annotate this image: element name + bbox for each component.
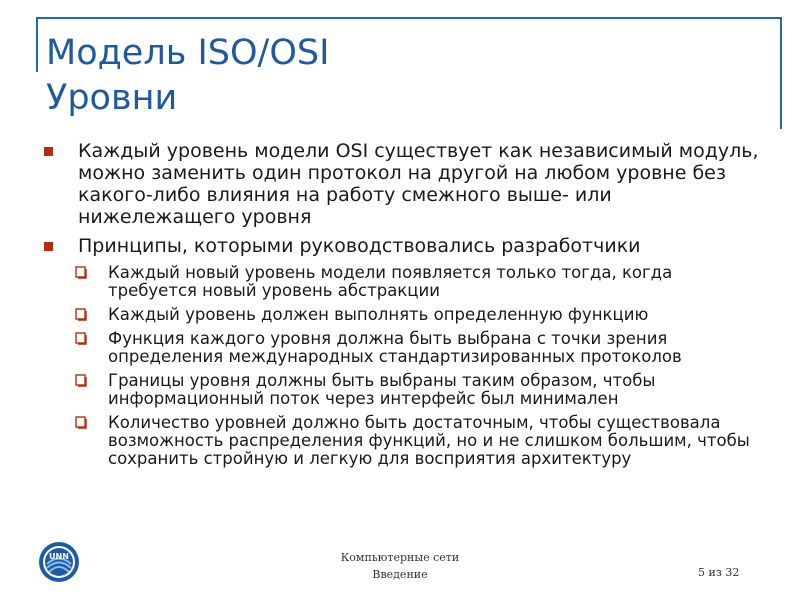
bullet-text: Принципы, которыми руководствовались разработчики xyxy=(78,235,641,257)
sub-bullet-text: Каждый уровень должен выполнять определенную функцию xyxy=(108,305,649,324)
sub-bullet-item xyxy=(44,264,764,300)
sub-bullet-text: Количество уровней должно быть достаточным, чтобы существовала возможность распределения функций, но и не слишком большим, чтобы сохранить стройную и легкую для восприятия архитектуру xyxy=(108,413,750,468)
page-number: 5 из 32 xyxy=(698,566,740,579)
bullet-item xyxy=(44,140,764,228)
sub-bullet-text: Границы уровня должны быть выбраны таким образом, чтобы информационный поток через интерфейс был минимален xyxy=(108,371,656,408)
slide-frame-right xyxy=(780,17,782,129)
logo-text: UNN xyxy=(49,552,69,561)
hollow-square-bullet-icon xyxy=(75,416,87,429)
footer-course-info xyxy=(300,549,500,583)
title-line-2: Уровни xyxy=(46,78,178,118)
sub-bullet-text: Каждый новый уровень модели появляется только тогда, когда требуется новый уровень абстракции xyxy=(108,263,673,300)
slide-frame-left xyxy=(36,17,38,72)
slide-frame-top xyxy=(36,17,781,19)
hollow-square-bullet-icon xyxy=(75,332,87,345)
hollow-square-bullet-icon xyxy=(75,266,87,279)
sub-bullet-item xyxy=(44,306,764,324)
university-logo-icon xyxy=(38,541,80,583)
footer-course: Компьютерные сети xyxy=(340,551,460,564)
slide-title xyxy=(46,31,329,121)
sub-bullet-text: Функция каждого уровня должна быть выбрана с точки зрения определения международных стандартизированных протоколов xyxy=(108,329,682,366)
square-bullet-icon xyxy=(44,147,53,156)
hollow-square-bullet-icon xyxy=(75,308,87,321)
bullet-item xyxy=(44,235,764,257)
sub-bullet-item xyxy=(44,414,764,468)
footer-section: Введение xyxy=(372,568,428,581)
bullet-text: Каждый уровень модели OSI существует как независимый модуль, можно заменить один протокол на другой на любом уровне без какого-либо влияния на работу смежного выше- или нижележащего уровня xyxy=(78,140,759,228)
slide-content xyxy=(44,140,764,474)
sub-bullet-item xyxy=(44,372,764,408)
hollow-square-bullet-icon xyxy=(75,374,87,387)
sub-bullet-item xyxy=(44,330,764,366)
square-bullet-icon xyxy=(44,242,53,251)
title-line-1: Модель ISO/OSI xyxy=(46,33,330,73)
